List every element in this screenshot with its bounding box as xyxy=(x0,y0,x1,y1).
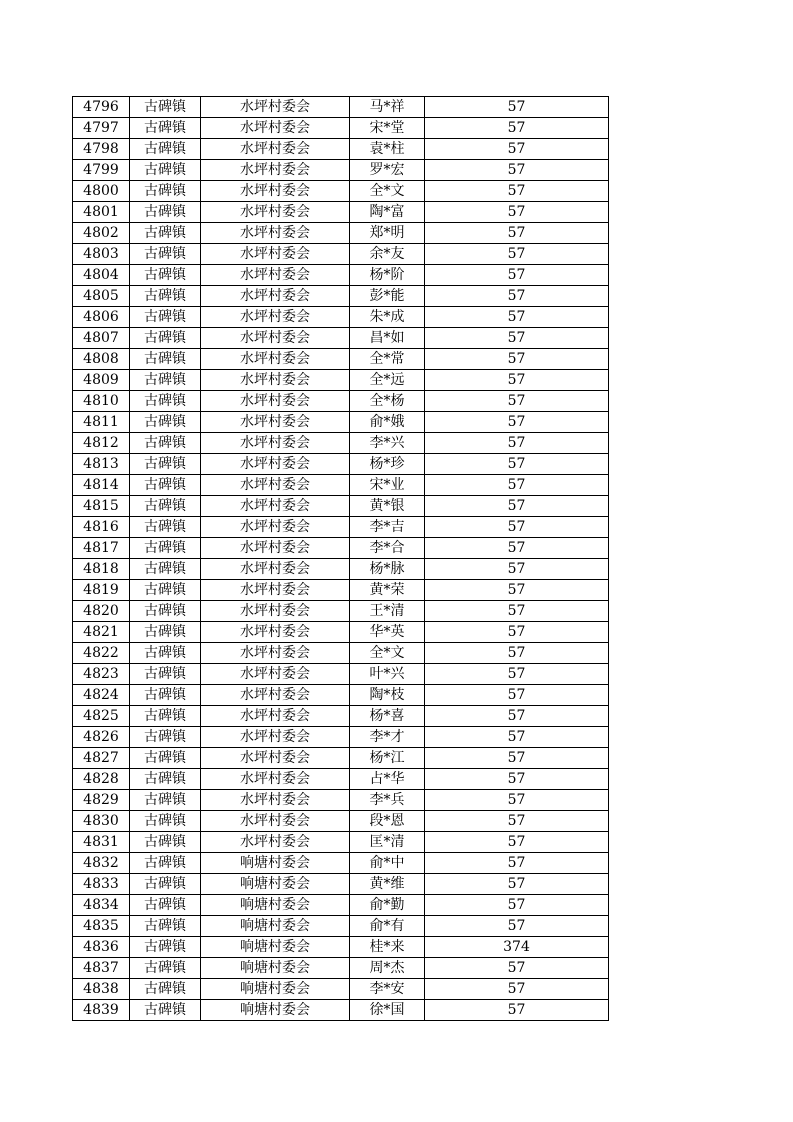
village-committee-cell: 水坪村委会 xyxy=(201,622,350,643)
row-number-cell: 4828 xyxy=(73,769,130,790)
village-committee-cell: 响塘村委会 xyxy=(201,958,350,979)
table-row xyxy=(73,622,609,643)
row-number-cell: 4821 xyxy=(73,622,130,643)
name-cell: 朱*成 xyxy=(350,307,425,328)
table-row xyxy=(73,601,609,622)
village-committee-cell: 水坪村委会 xyxy=(201,139,350,160)
table-row xyxy=(73,475,609,496)
amount-cell: 374 xyxy=(425,937,609,958)
amount-cell: 57 xyxy=(425,307,609,328)
town-cell: 古碑镇 xyxy=(130,328,201,349)
village-committee-cell: 水坪村委会 xyxy=(201,790,350,811)
name-cell: 全*杨 xyxy=(350,391,425,412)
amount-cell: 57 xyxy=(425,748,609,769)
table-row xyxy=(73,160,609,181)
amount-cell: 57 xyxy=(425,265,609,286)
name-cell: 李*安 xyxy=(350,979,425,1000)
row-number-cell: 4806 xyxy=(73,307,130,328)
town-cell: 古碑镇 xyxy=(130,391,201,412)
town-cell: 古碑镇 xyxy=(130,685,201,706)
name-cell: 徐*国 xyxy=(350,1000,425,1021)
name-cell: 李*合 xyxy=(350,538,425,559)
amount-cell: 57 xyxy=(425,160,609,181)
row-number-cell: 4810 xyxy=(73,391,130,412)
town-cell: 古碑镇 xyxy=(130,139,201,160)
name-cell: 俞*勤 xyxy=(350,895,425,916)
row-number-cell: 4823 xyxy=(73,664,130,685)
table-row xyxy=(73,202,609,223)
name-cell: 马*祥 xyxy=(350,97,425,118)
town-cell: 古碑镇 xyxy=(130,454,201,475)
town-cell: 古碑镇 xyxy=(130,118,201,139)
amount-cell: 57 xyxy=(425,118,609,139)
amount-cell: 57 xyxy=(425,811,609,832)
table-row xyxy=(73,286,609,307)
row-number-cell: 4831 xyxy=(73,832,130,853)
row-number-cell: 4836 xyxy=(73,937,130,958)
amount-cell: 57 xyxy=(425,916,609,937)
village-committee-cell: 响塘村委会 xyxy=(201,874,350,895)
name-cell: 宋*堂 xyxy=(350,118,425,139)
town-cell: 古碑镇 xyxy=(130,832,201,853)
table-row xyxy=(73,706,609,727)
table-row xyxy=(73,664,609,685)
name-cell: 李*吉 xyxy=(350,517,425,538)
row-number-cell: 4829 xyxy=(73,790,130,811)
town-cell: 古碑镇 xyxy=(130,853,201,874)
village-committee-cell: 水坪村委会 xyxy=(201,349,350,370)
village-committee-cell: 水坪村委会 xyxy=(201,286,350,307)
town-cell: 古碑镇 xyxy=(130,349,201,370)
table-row xyxy=(73,937,609,958)
town-cell: 古碑镇 xyxy=(130,937,201,958)
row-number-cell: 4813 xyxy=(73,454,130,475)
village-committee-cell: 水坪村委会 xyxy=(201,181,350,202)
name-cell: 彭*能 xyxy=(350,286,425,307)
town-cell: 古碑镇 xyxy=(130,895,201,916)
amount-cell: 57 xyxy=(425,244,609,265)
table-row xyxy=(73,181,609,202)
village-committee-cell: 水坪村委会 xyxy=(201,328,350,349)
village-committee-cell: 水坪村委会 xyxy=(201,307,350,328)
amount-cell: 57 xyxy=(425,391,609,412)
town-cell: 古碑镇 xyxy=(130,265,201,286)
row-number-cell: 4822 xyxy=(73,643,130,664)
row-number-cell: 4803 xyxy=(73,244,130,265)
amount-cell: 57 xyxy=(425,97,609,118)
village-committee-cell: 水坪村委会 xyxy=(201,601,350,622)
name-cell: 黄*银 xyxy=(350,496,425,517)
table-row xyxy=(73,391,609,412)
town-cell: 古碑镇 xyxy=(130,601,201,622)
table-row xyxy=(73,685,609,706)
name-cell: 全*远 xyxy=(350,370,425,391)
row-number-cell: 4815 xyxy=(73,496,130,517)
amount-cell: 57 xyxy=(425,517,609,538)
amount-cell: 57 xyxy=(425,538,609,559)
amount-cell: 57 xyxy=(425,286,609,307)
name-cell: 杨*阶 xyxy=(350,265,425,286)
village-committee-cell: 响塘村委会 xyxy=(201,1000,350,1021)
row-number-cell: 4809 xyxy=(73,370,130,391)
town-cell: 古碑镇 xyxy=(130,370,201,391)
table-row xyxy=(73,748,609,769)
table-row xyxy=(73,454,609,475)
town-cell: 古碑镇 xyxy=(130,580,201,601)
name-cell: 俞*娥 xyxy=(350,412,425,433)
amount-cell: 57 xyxy=(425,349,609,370)
name-cell: 罗*宏 xyxy=(350,160,425,181)
town-cell: 古碑镇 xyxy=(130,244,201,265)
name-cell: 杨*珍 xyxy=(350,454,425,475)
table-row xyxy=(73,265,609,286)
row-number-cell: 4825 xyxy=(73,706,130,727)
amount-cell: 57 xyxy=(425,622,609,643)
amount-cell: 57 xyxy=(425,664,609,685)
town-cell: 古碑镇 xyxy=(130,559,201,580)
village-committee-cell: 水坪村委会 xyxy=(201,202,350,223)
town-cell: 古碑镇 xyxy=(130,622,201,643)
village-committee-cell: 响塘村委会 xyxy=(201,979,350,1000)
village-committee-cell: 水坪村委会 xyxy=(201,223,350,244)
town-cell: 古碑镇 xyxy=(130,916,201,937)
town-cell: 古碑镇 xyxy=(130,475,201,496)
table-row xyxy=(73,832,609,853)
village-committee-cell: 水坪村委会 xyxy=(201,454,350,475)
village-committee-cell: 响塘村委会 xyxy=(201,937,350,958)
village-committee-cell: 响塘村委会 xyxy=(201,895,350,916)
town-cell: 古碑镇 xyxy=(130,517,201,538)
table-row xyxy=(73,118,609,139)
village-committee-cell: 响塘村委会 xyxy=(201,916,350,937)
name-cell: 桂*来 xyxy=(350,937,425,958)
village-committee-cell: 水坪村委会 xyxy=(201,97,350,118)
roster-table-body xyxy=(73,97,609,1021)
village-committee-cell: 水坪村委会 xyxy=(201,727,350,748)
amount-cell: 57 xyxy=(425,643,609,664)
table-row xyxy=(73,433,609,454)
village-committee-cell: 水坪村委会 xyxy=(201,160,350,181)
row-number-cell: 4807 xyxy=(73,328,130,349)
row-number-cell: 4797 xyxy=(73,118,130,139)
row-number-cell: 4833 xyxy=(73,874,130,895)
village-committee-cell: 水坪村委会 xyxy=(201,664,350,685)
name-cell: 李*兴 xyxy=(350,433,425,454)
row-number-cell: 4835 xyxy=(73,916,130,937)
village-committee-cell: 水坪村委会 xyxy=(201,244,350,265)
village-committee-cell: 水坪村委会 xyxy=(201,433,350,454)
name-cell: 陶*富 xyxy=(350,202,425,223)
town-cell: 古碑镇 xyxy=(130,664,201,685)
town-cell: 古碑镇 xyxy=(130,706,201,727)
village-committee-cell: 水坪村委会 xyxy=(201,685,350,706)
amount-cell: 57 xyxy=(425,685,609,706)
table-row xyxy=(73,496,609,517)
table-row xyxy=(73,580,609,601)
amount-cell: 57 xyxy=(425,433,609,454)
name-cell: 段*恩 xyxy=(350,811,425,832)
table-row xyxy=(73,769,609,790)
village-committee-cell: 水坪村委会 xyxy=(201,517,350,538)
town-cell: 古碑镇 xyxy=(130,223,201,244)
row-number-cell: 4801 xyxy=(73,202,130,223)
row-number-cell: 4818 xyxy=(73,559,130,580)
table-row xyxy=(73,958,609,979)
table-row xyxy=(73,811,609,832)
name-cell: 黄*维 xyxy=(350,874,425,895)
town-cell: 古碑镇 xyxy=(130,1000,201,1021)
row-number-cell: 4816 xyxy=(73,517,130,538)
village-committee-cell: 水坪村委会 xyxy=(201,643,350,664)
table-row xyxy=(73,559,609,580)
row-number-cell: 4839 xyxy=(73,1000,130,1021)
village-committee-cell: 水坪村委会 xyxy=(201,706,350,727)
row-number-cell: 4800 xyxy=(73,181,130,202)
row-number-cell: 4830 xyxy=(73,811,130,832)
name-cell: 叶*兴 xyxy=(350,664,425,685)
name-cell: 杨*喜 xyxy=(350,706,425,727)
town-cell: 古碑镇 xyxy=(130,979,201,1000)
town-cell: 古碑镇 xyxy=(130,643,201,664)
table-row xyxy=(73,643,609,664)
amount-cell: 57 xyxy=(425,559,609,580)
village-committee-cell: 水坪村委会 xyxy=(201,538,350,559)
row-number-cell: 4798 xyxy=(73,139,130,160)
amount-cell: 57 xyxy=(425,979,609,1000)
row-number-cell: 4826 xyxy=(73,727,130,748)
village-committee-cell: 水坪村委会 xyxy=(201,265,350,286)
amount-cell: 57 xyxy=(425,790,609,811)
table-row xyxy=(73,517,609,538)
town-cell: 古碑镇 xyxy=(130,769,201,790)
town-cell: 古碑镇 xyxy=(130,433,201,454)
village-committee-cell: 水坪村委会 xyxy=(201,475,350,496)
town-cell: 古碑镇 xyxy=(130,748,201,769)
name-cell: 黄*荣 xyxy=(350,580,425,601)
village-committee-cell: 水坪村委会 xyxy=(201,496,350,517)
town-cell: 古碑镇 xyxy=(130,496,201,517)
amount-cell: 57 xyxy=(425,1000,609,1021)
table-row xyxy=(73,979,609,1000)
town-cell: 古碑镇 xyxy=(130,958,201,979)
name-cell: 李*兵 xyxy=(350,790,425,811)
row-number-cell: 4808 xyxy=(73,349,130,370)
name-cell: 李*才 xyxy=(350,727,425,748)
row-number-cell: 4812 xyxy=(73,433,130,454)
name-cell: 杨*脉 xyxy=(350,559,425,580)
row-number-cell: 4837 xyxy=(73,958,130,979)
amount-cell: 57 xyxy=(425,202,609,223)
name-cell: 匡*清 xyxy=(350,832,425,853)
name-cell: 全*文 xyxy=(350,181,425,202)
name-cell: 全*常 xyxy=(350,349,425,370)
amount-cell: 57 xyxy=(425,832,609,853)
table-row xyxy=(73,790,609,811)
town-cell: 古碑镇 xyxy=(130,538,201,559)
row-number-cell: 4824 xyxy=(73,685,130,706)
table-row xyxy=(73,223,609,244)
village-committee-cell: 水坪村委会 xyxy=(201,370,350,391)
name-cell: 占*华 xyxy=(350,769,425,790)
amount-cell: 57 xyxy=(425,475,609,496)
name-cell: 宋*业 xyxy=(350,475,425,496)
name-cell: 王*清 xyxy=(350,601,425,622)
village-committee-cell: 水坪村委会 xyxy=(201,811,350,832)
amount-cell: 57 xyxy=(425,181,609,202)
amount-cell: 57 xyxy=(425,874,609,895)
amount-cell: 57 xyxy=(425,895,609,916)
row-number-cell: 4827 xyxy=(73,748,130,769)
table-row xyxy=(73,328,609,349)
village-committee-cell: 水坪村委会 xyxy=(201,832,350,853)
row-number-cell: 4832 xyxy=(73,853,130,874)
amount-cell: 57 xyxy=(425,706,609,727)
row-number-cell: 4820 xyxy=(73,601,130,622)
amount-cell: 57 xyxy=(425,958,609,979)
town-cell: 古碑镇 xyxy=(130,202,201,223)
village-committee-cell: 水坪村委会 xyxy=(201,118,350,139)
name-cell: 郑*明 xyxy=(350,223,425,244)
table-row xyxy=(73,349,609,370)
table-row xyxy=(73,307,609,328)
row-number-cell: 4805 xyxy=(73,286,130,307)
amount-cell: 57 xyxy=(425,496,609,517)
town-cell: 古碑镇 xyxy=(130,307,201,328)
row-number-cell: 4796 xyxy=(73,97,130,118)
village-committee-cell: 水坪村委会 xyxy=(201,412,350,433)
amount-cell: 57 xyxy=(425,853,609,874)
table-row xyxy=(73,244,609,265)
town-cell: 古碑镇 xyxy=(130,727,201,748)
town-cell: 古碑镇 xyxy=(130,181,201,202)
row-number-cell: 4834 xyxy=(73,895,130,916)
town-cell: 古碑镇 xyxy=(130,874,201,895)
name-cell: 俞*有 xyxy=(350,916,425,937)
row-number-cell: 4799 xyxy=(73,160,130,181)
name-cell: 华*英 xyxy=(350,622,425,643)
name-cell: 昌*如 xyxy=(350,328,425,349)
amount-cell: 57 xyxy=(425,727,609,748)
village-committee-cell: 水坪村委会 xyxy=(201,769,350,790)
village-committee-cell: 水坪村委会 xyxy=(201,748,350,769)
table-row xyxy=(73,1000,609,1021)
amount-cell: 57 xyxy=(425,139,609,160)
amount-cell: 57 xyxy=(425,601,609,622)
table-row xyxy=(73,139,609,160)
town-cell: 古碑镇 xyxy=(130,790,201,811)
amount-cell: 57 xyxy=(425,580,609,601)
table-row xyxy=(73,412,609,433)
name-cell: 余*友 xyxy=(350,244,425,265)
table-row xyxy=(73,916,609,937)
town-cell: 古碑镇 xyxy=(130,286,201,307)
amount-cell: 57 xyxy=(425,328,609,349)
table-row xyxy=(73,853,609,874)
amount-cell: 57 xyxy=(425,370,609,391)
table-row xyxy=(73,370,609,391)
name-cell: 陶*枝 xyxy=(350,685,425,706)
name-cell: 杨*江 xyxy=(350,748,425,769)
row-number-cell: 4814 xyxy=(73,475,130,496)
name-cell: 周*杰 xyxy=(350,958,425,979)
row-number-cell: 4817 xyxy=(73,538,130,559)
table-row xyxy=(73,538,609,559)
table-row xyxy=(73,727,609,748)
village-committee-cell: 水坪村委会 xyxy=(201,391,350,412)
row-number-cell: 4838 xyxy=(73,979,130,1000)
name-cell: 俞*中 xyxy=(350,853,425,874)
row-number-cell: 4819 xyxy=(73,580,130,601)
village-committee-cell: 水坪村委会 xyxy=(201,559,350,580)
roster-table xyxy=(72,96,609,1021)
village-committee-cell: 响塘村委会 xyxy=(201,853,350,874)
name-cell: 袁*柱 xyxy=(350,139,425,160)
town-cell: 古碑镇 xyxy=(130,160,201,181)
village-committee-cell: 水坪村委会 xyxy=(201,580,350,601)
row-number-cell: 4802 xyxy=(73,223,130,244)
table-row xyxy=(73,895,609,916)
amount-cell: 57 xyxy=(425,223,609,244)
town-cell: 古碑镇 xyxy=(130,811,201,832)
table-row xyxy=(73,97,609,118)
amount-cell: 57 xyxy=(425,769,609,790)
row-number-cell: 4804 xyxy=(73,265,130,286)
name-cell: 全*文 xyxy=(350,643,425,664)
row-number-cell: 4811 xyxy=(73,412,130,433)
table-row xyxy=(73,874,609,895)
town-cell: 古碑镇 xyxy=(130,97,201,118)
amount-cell: 57 xyxy=(425,412,609,433)
town-cell: 古碑镇 xyxy=(130,412,201,433)
amount-cell: 57 xyxy=(425,454,609,475)
